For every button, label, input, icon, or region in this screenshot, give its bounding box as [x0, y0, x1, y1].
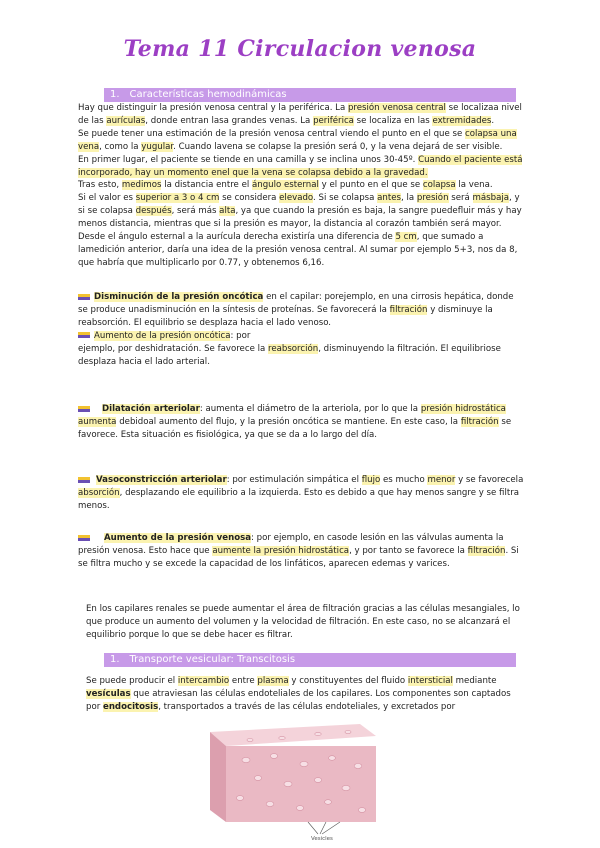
text-run: será — [448, 193, 473, 204]
page-title: Tema 11 Circulacion venosa — [123, 36, 477, 62]
text-run: , transportados a través de las células endoteliales, y excretados por — [158, 701, 456, 712]
pen-icon — [78, 294, 90, 300]
text-run: endocitosis — [102, 701, 159, 712]
bullet-item — [78, 403, 524, 442]
text-run: se localiza en las — [353, 115, 433, 126]
pen-icon — [78, 477, 90, 483]
text-run: periférica — [313, 115, 354, 126]
text-run: la distancia entre el — [161, 180, 252, 191]
paragraph — [78, 154, 524, 180]
paragraph — [86, 603, 526, 642]
text-run: filtración — [460, 416, 499, 427]
bullet-item — [78, 532, 524, 571]
text-run: presión — [416, 193, 449, 204]
text-run: Si el valor es — [78, 193, 136, 204]
text-run: , que sumado a lamedición anterior, daría una idea de la presión venosa central. Al sumar por ejemplo 5+3, nos da 8, que habría que multiplicarlo por 0.77, y obtenemos 6,16. — [78, 232, 518, 268]
text-run: debidoal aumento del flujo, y la presión oncótica se mantiene. En este caso, la — [116, 416, 461, 427]
section-number: 1. — [110, 654, 120, 665]
text-run: , ya que cuando la presión es baja, la sangre puedefluir más y hay menos distancia, mientras que si la presión es mayor, la distancia al corazón también será mayor. — [78, 206, 522, 230]
endothelium-illustration — [200, 718, 380, 840]
text-run: . Si se colapsa — [313, 193, 378, 204]
paragraph — [78, 128, 524, 154]
text-run: colapsa una vena — [78, 128, 517, 152]
text-run: se localizaa nivel de las — [78, 103, 522, 126]
text-run: y disminuye la reabsorción. El equilibrio se desplaza hacia el lado venoso. — [78, 304, 493, 328]
text-run: , será más — [171, 206, 220, 217]
text-run: : por ejemplo, en casode lesión en las válvulas aumenta la presión venosa. Esto hace que — [78, 533, 504, 556]
text-run: medimos — [121, 180, 162, 191]
text-run: intersticial — [407, 676, 453, 686]
text-run: presión hidrostática aumenta — [78, 404, 506, 427]
text-run: : por — [230, 330, 251, 341]
text-run: intercambio — [177, 676, 230, 686]
text-run: ángulo esternal — [251, 180, 319, 191]
bullet-block-dilation — [78, 403, 524, 442]
text-run: . Cuando lavena se colapse la presión será 0, y la vena dejará de ser visible. — [173, 141, 503, 152]
text-run: , como la — [99, 141, 142, 152]
text-run: En los capilares renales se puede aumentar el área de filtración gracias a las células mesangiales, lo que produce un aumento del volumen y la velocidad de filtración. En este caso, no se alcanzará el equilibrio porque lo que se debe hacer es filtrar. — [86, 604, 520, 640]
text-run: Cuando el paciente está incorporado, hay un momento enel que la vena se colapsa debido a la gravedad. — [78, 154, 523, 178]
pen-icon — [78, 535, 90, 541]
text-run: : aumenta el diámetro de la arteriola, por lo que la — [199, 404, 421, 414]
text-run: antes — [377, 193, 401, 204]
paragraph — [86, 675, 526, 714]
bullet-text — [78, 533, 519, 569]
bullet-text — [94, 331, 250, 341]
paragraph — [78, 192, 524, 231]
text-run: Tras esto, — [78, 180, 122, 191]
text-run: presión venosa central — [347, 103, 446, 113]
text-run: elevado — [279, 193, 314, 204]
section-number: 1. — [110, 89, 120, 100]
text-run: másbaja — [472, 193, 510, 204]
text-run: , desplazando ele equilibrio a la izquierda. Esto es debido a que hay menos sangre y se filtra menos. — [78, 487, 520, 511]
text-run: filtración — [389, 304, 428, 315]
text-run: , y por tanto se favorece la — [349, 545, 468, 556]
text-run: entre — [229, 676, 258, 686]
bullet-item — [78, 330, 524, 343]
bullet-item — [78, 291, 524, 330]
figure-label: Vesicles — [311, 836, 333, 842]
text-run: Aumento de la presión venosa — [104, 533, 252, 543]
text-run: , donde entran lasa grandes venas. La — [145, 115, 314, 126]
section-title: Transporte vesicular: Transcitosis — [129, 654, 296, 665]
paragraph-intro — [78, 102, 524, 270]
text-run: mediante — [452, 676, 497, 686]
paragraph — [78, 343, 524, 369]
text-run: y el punto en el que se — [318, 180, 423, 191]
text-run: en el capilar: porejemplo, en una cirrosis hepática, donde se produce unadisminución en la síntesis de proteínas. Se favorecerá la — [78, 292, 514, 315]
text-run: y se favorecela — [455, 475, 524, 485]
text-run: En primer lugar, el paciente se tiende en una camilla y se inclina unos 30-45º. — [78, 154, 419, 165]
text-run: que atraviesan las células endoteliales de los capilares. Los componentes son captados por — [86, 688, 511, 712]
text-run: Dilatación arteriolar — [102, 404, 200, 414]
text-run: 5 cm — [395, 232, 417, 243]
text-run: Desde el ángulo esternal a la aurícula derecha existiría una diferencia de — [78, 232, 396, 243]
text-run: Hay que distinguir la presión venosa central y la periférica. La — [78, 103, 348, 113]
text-run: después — [135, 206, 172, 217]
text-run: . — [491, 115, 495, 126]
text-run: es mucho — [380, 475, 428, 485]
text-run: aurículas — [106, 115, 146, 126]
paragraph — [78, 231, 524, 270]
bullet-text — [78, 292, 514, 328]
bullet-text — [78, 475, 523, 511]
text-run: . Si se filtra mucho y se excede la capacidad de los linfáticos, aparecen edemas y varices. — [78, 545, 519, 569]
text-run: y constituyentes del fluido — [288, 676, 408, 686]
text-run: menor — [427, 475, 456, 485]
text-run: plasma — [257, 676, 289, 686]
text-run: colapsa — [422, 180, 456, 191]
paragraph — [78, 179, 524, 192]
text-run: Disminución de la presión oncótica — [94, 292, 264, 302]
text-run: superior a 3 o 4 cm — [135, 193, 220, 204]
text-run: yugular — [141, 141, 174, 152]
paragraph — [78, 102, 524, 128]
pen-icon — [78, 406, 90, 412]
section-heading-transcytosis — [104, 653, 516, 667]
text-run: , disminuyendo la filtración. El equilibriose desplaza hacia el lado arterial. — [78, 343, 501, 367]
text-run: extremidades — [432, 115, 492, 126]
text-run: flujo — [361, 475, 381, 485]
text-run: ejemplo, por deshidratación. Se favorece la — [78, 343, 268, 354]
text-run: vesículas — [86, 688, 131, 699]
paragraph-renal — [86, 603, 526, 642]
text-run: : por estimulación simpática el — [226, 475, 362, 485]
paragraph-transcytosis — [86, 675, 526, 714]
bullet-block-vasoconstriction — [78, 474, 524, 513]
text-run: Vasoconstricción arteriolar — [96, 475, 227, 485]
text-run: aumente la presión hidrostática — [212, 545, 350, 556]
text-run: Se puede tener una estimación de la presión venosa central viendo el punto en el que se — [78, 128, 465, 139]
text-run: filtración — [467, 545, 506, 556]
section-title: Características hemodinámicas — [129, 89, 287, 100]
bullet-text — [78, 404, 511, 440]
text-run: Se puede producir el — [86, 676, 178, 686]
text-run: alta — [219, 206, 236, 217]
text-run: la vena. — [455, 180, 493, 191]
bullet-block-oncotic — [78, 291, 524, 368]
bullet-item — [78, 474, 524, 513]
section-heading-hemodynamics — [104, 88, 516, 102]
bullet-block-venous-pressure — [78, 532, 524, 571]
text-run: Aumento de la presión oncótica — [94, 330, 231, 341]
pen-icon — [78, 332, 90, 338]
text-run: reabsorción — [267, 343, 319, 354]
text-run: absorción — [78, 487, 120, 498]
text-run: se considera — [219, 193, 280, 204]
text-run: , la — [401, 193, 417, 204]
text-run: , y si se colapsa — [78, 193, 520, 217]
text-run: se favorece. Esta situación es fisiológica, ya que se da a lo largo del día. — [78, 416, 512, 440]
